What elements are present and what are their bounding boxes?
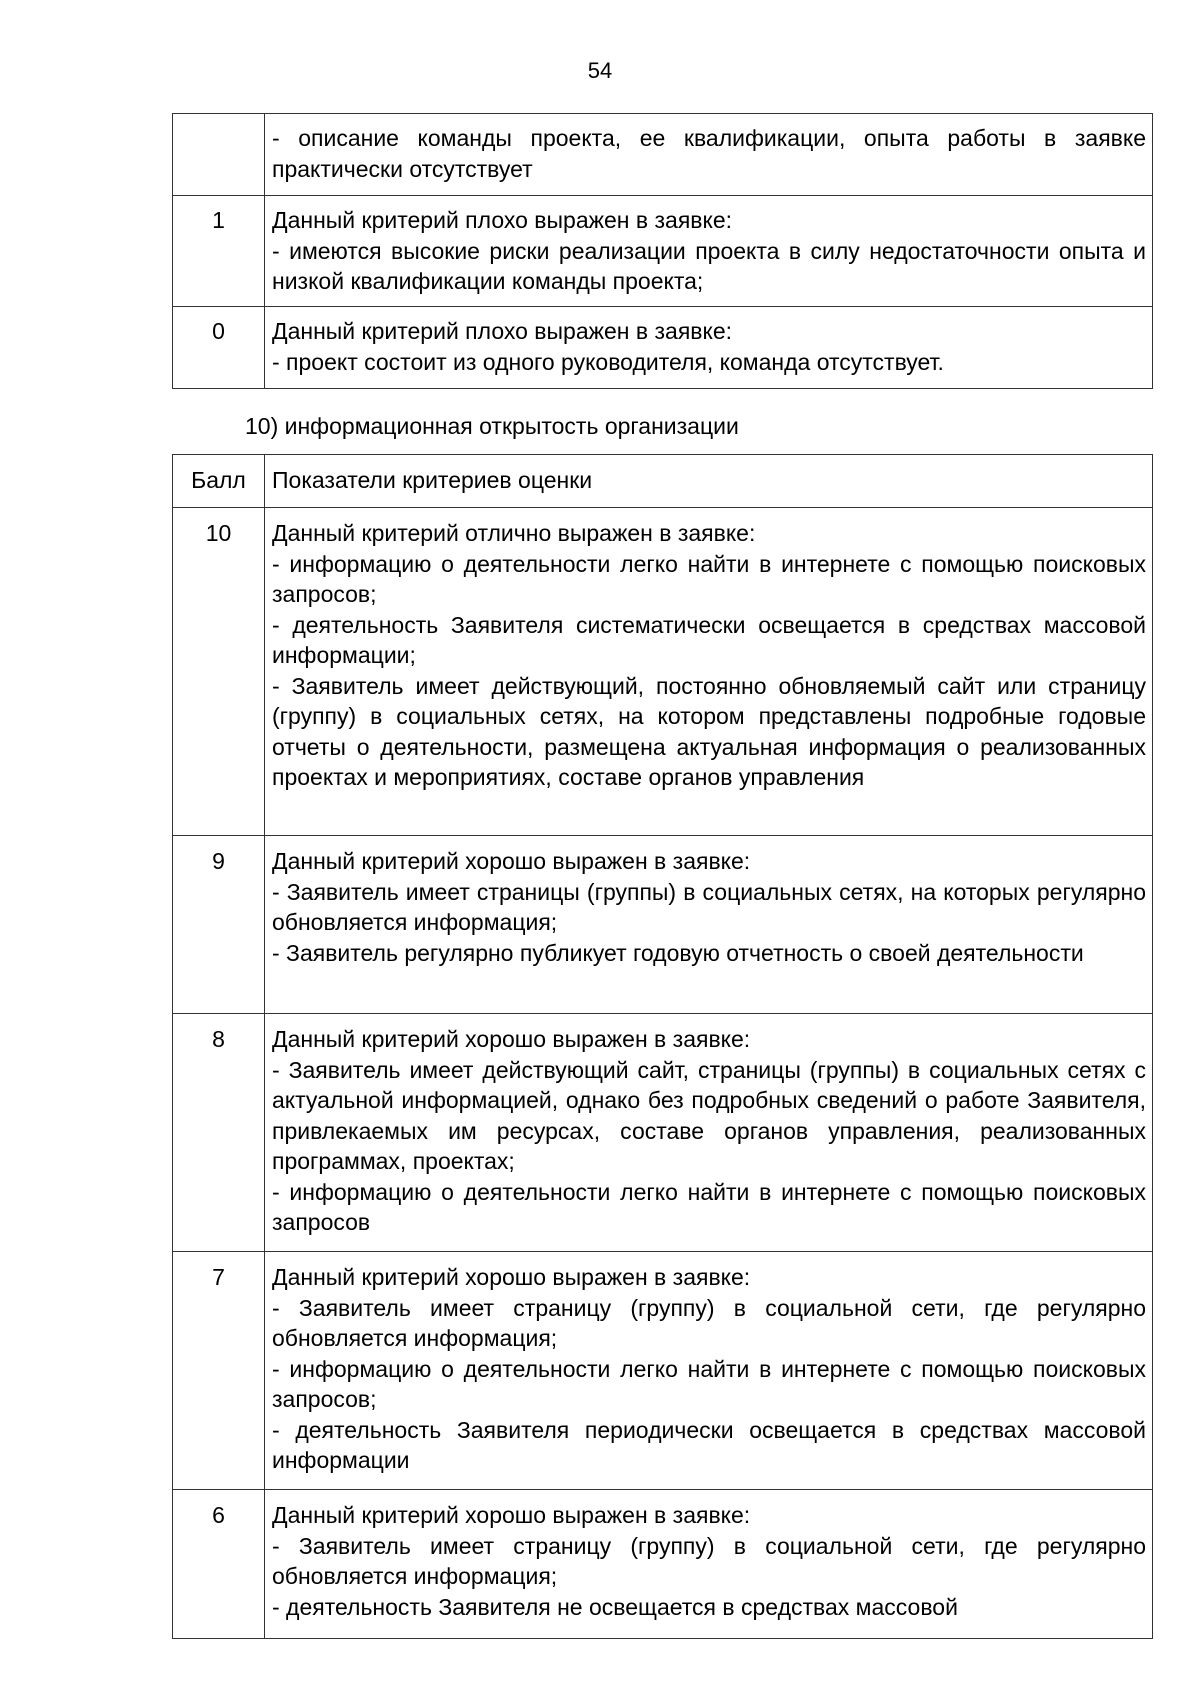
criteria-line: Данный критерий хорошо выражен в заявке: — [272, 1502, 751, 1528]
column-header-criteria: Показатели критериев оценки — [265, 455, 1153, 508]
criteria-text-cell — [265, 836, 1153, 1014]
page-number: 54 — [587, 58, 613, 83]
criteria-line: Данный критерий плохо выражен в заявке: — [272, 207, 732, 233]
score-cell: 0 — [173, 307, 265, 389]
table-row — [173, 1014, 1153, 1252]
criteria-line: - Заявитель регулярно публикует годовую отчетность о своей деятельности — [272, 939, 1084, 966]
table-row — [173, 508, 1153, 836]
criteria-line: Данный критерий хорошо выражен в заявке: — [272, 1264, 751, 1290]
criteria-line: - Заявитель имеет страницы (группы) в социальных сетях, на которых регулярно обновляется информация; — [272, 878, 1146, 935]
score-cell: 9 — [173, 836, 265, 1014]
table-header-row — [173, 455, 1153, 508]
score-cell: 8 — [173, 1014, 265, 1252]
criteria-table-continuation — [172, 113, 1153, 389]
score-cell: 7 — [173, 1252, 265, 1490]
criteria-line: - деятельность Заявителя систематически освещается в средствах массовой информации; — [272, 611, 1146, 668]
criteria-text-cell — [265, 114, 1153, 196]
criteria-line: - описание команды проекта, ее квалификации, опыта работы в заявке практически отсутствует — [272, 125, 1146, 182]
criteria-text-cell — [265, 1014, 1153, 1252]
criteria-line: - информацию о деятельности легко найти в интернете с помощью поисковых запросов; — [272, 550, 1146, 607]
score-cell: 10 — [173, 508, 265, 836]
criteria-line: - Заявитель имеет страницу (группу) в социальной сети, где регулярно обновляется информация; — [272, 1294, 1146, 1351]
criteria-line: - информацию о деятельности легко найти в интернете с помощью поисковых запросов — [272, 1178, 1146, 1235]
criteria-line: - проект состоит из одного руководителя, команда отсутствует. — [272, 348, 944, 375]
criteria-line: Данный критерий хорошо выражен в заявке: — [272, 1026, 751, 1052]
score-cell: 6 — [173, 1490, 265, 1639]
criteria-line: - Заявитель имеет действующий сайт, страницы (группы) в социальных сетях с актуальной информацией, однако без подробных сведений о работе Заявителя, привлекаемых им ресурсах, составе органов управления, реализованных программах, проектах; — [272, 1056, 1146, 1174]
criteria-line: - имеются высокие риски реализации проекта в силу недостаточности опыта и низкой квалификации команды проекта; — [272, 237, 1146, 294]
section-heading: 10) информационная открытость организации — [245, 413, 739, 439]
table-row — [173, 307, 1153, 389]
score-cell — [173, 114, 265, 196]
criteria-text-cell — [265, 1252, 1153, 1490]
criteria-line: - информацию о деятельности легко найти в интернете с помощью поисковых запросов; — [272, 1355, 1146, 1412]
criteria-text-cell — [265, 508, 1153, 836]
table-row — [173, 114, 1153, 196]
score-cell: 1 — [173, 196, 265, 307]
table-row — [173, 1252, 1153, 1490]
criteria-line: - деятельность Заявителя не освещается в средствах массовой — [272, 1593, 958, 1620]
criteria-table-information-openness — [172, 454, 1153, 1639]
criteria-text-cell — [265, 196, 1153, 307]
table-row — [173, 836, 1153, 1014]
criteria-text-cell — [265, 307, 1153, 389]
criteria-line: - Заявитель имеет страницу (группу) в социальной сети, где регулярно обновляется информация; — [272, 1532, 1146, 1589]
criteria-line: - деятельность Заявителя периодически освещается в средствах массовой информации — [272, 1416, 1146, 1473]
criteria-line: - Заявитель имеет действующий, постоянно обновляемый сайт или страницу (группу) в социальных сетях, на котором представлены подробные годовые отчеты о деятельности, размещена актуальная информация о реализованных проектах и мероприятиях, составе органов управления — [272, 672, 1146, 790]
table-row — [173, 1490, 1153, 1639]
table-row — [173, 196, 1153, 307]
column-header-score: Балл — [173, 455, 265, 508]
criteria-line: Данный критерий хорошо выражен в заявке: — [272, 848, 751, 874]
criteria-line: Данный критерий отлично выражен в заявке: — [272, 520, 756, 546]
criteria-line: Данный критерий плохо выражен в заявке: — [272, 318, 732, 344]
criteria-text-cell — [265, 1490, 1153, 1639]
